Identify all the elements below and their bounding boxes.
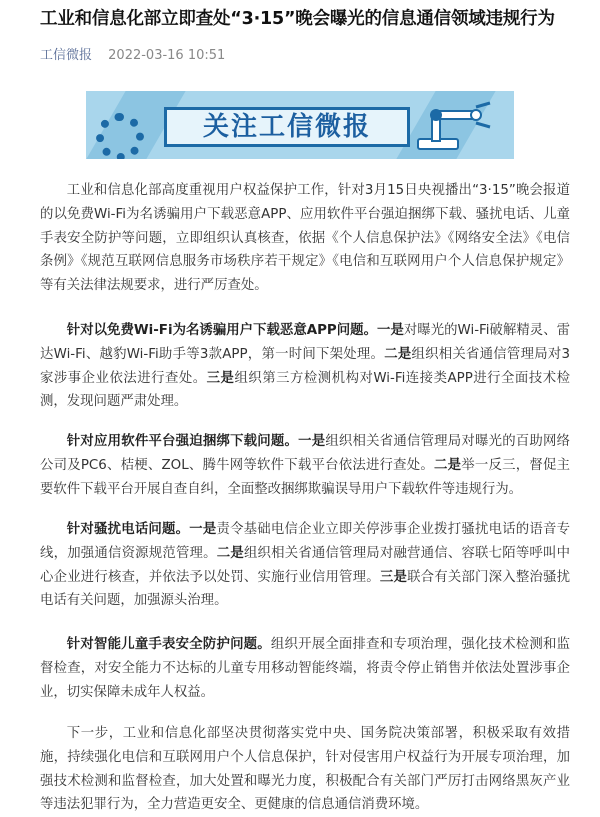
paragraph-text: 对曝光的Wi-Fi破解精灵、雷达Wi-Fi、越豹Wi-Fi助手等3款APP，第一时间下架处理。 [40,323,570,362]
paragraph-text: 下一步，工业和信息化部坚决贯彻落实党中央、国务院决策部署，积极采取有效措施，持续强化电信和互联网用户个人信息保护，针对侵害用户权益行为开展专项治理，加强技术检测和监督检查，加大处置和曝光力度，积极配合有关部门严厉打击网络黑灰产业等违法犯罪行为，全力营造更安全、更健康的信息通信消费环境。 [40,726,570,813]
article-title: 工业和信息化部立即查处“3·15”晚会曝光的信息通信领域违规行为 [40,9,555,29]
article-meta [40,44,225,63]
paragraph-wifi [40,319,570,414]
paragraph-intro [40,179,570,298]
ordinal-1: 一是 [189,522,217,537]
paragraph-text: 组织相关省通信管理局对融营通信、容联七陌等呼叫中心企业进行核查，并依法予以处罚、实施行业信用管理。 [40,545,571,585]
paragraph-text: 联合有关部门深入整治骚扰电话有关问题，加强源头治理。 [40,569,571,609]
paragraph-lead: 针对骚扰电话问题。 [66,522,190,537]
ordinal-3: 三是 [206,370,235,386]
paragraph-text: 组织相关省通信管理局对3家涉事企业依法进行查处。 [40,346,570,386]
paragraph-lead: 针对以免费Wi-Fi为名诱骗用户下载恶意APP问题。 [66,323,378,338]
robot-arm-icon [414,101,498,151]
ordinal-2: 二是 [216,545,244,561]
ordinal-1: 一是 [377,323,404,338]
paragraph-next-steps [40,722,570,817]
ordinal-3: 三是 [379,569,408,585]
ordinal-2: 二是 [384,346,412,362]
publish-date: 2022-03-16 10:51 [108,48,226,63]
paragraph-lead: 针对智能儿童手表安全防护问题。 [66,637,271,652]
gear-icon [96,113,144,159]
banner-text-box [164,107,410,147]
paragraph-text: 工业和信息化部高度重视用户权益保护工作，针对3月15日央视播出“3·15”晚会报道的以免费Wi-Fi为名诱骗用户下载恶意APP、应用软件平台强迫捆绑下载、骚扰电话、儿童手表安全防护等问题，立即组织认真核查，依据《个人信息保护法》《网络安全法》《电信条例》《规范互联网信息服务市场秩序若干规定》《电信和互联网用户个人信息保护规定》等有关法律法规要求，进行严厉查处。 [40,183,570,294]
paragraph-child-watch [40,633,570,704]
paragraph-text: 组织第三方检测机构对Wi-Fi连接类APP进行全面技术检测，发现问题严肃处理。 [40,370,570,410]
follow-banner[interactable] [86,91,514,159]
author-link[interactable]: 工信微报 [40,48,93,63]
paragraph-text: 举一反三，督促主要软件下载平台开展自查自纠，全面整改捆绑欺骗误导用户下载软件等违规行为。 [40,457,571,497]
paragraph-spam-calls [40,518,570,613]
ordinal-1: 一是 [298,434,326,449]
paragraph-text: 组织相关省通信管理局对曝光的百助网络公司及PC6、桔梗、ZOL、腾牛网等软件下载平台依法进行查处。 [40,434,571,473]
paragraph-text: 责令基础电信企业立即关停涉事企业拨打骚扰电话的语音专线，加强通信资源规范管理。 [40,522,571,561]
paragraph-text: 组织开展全面排查和专项治理，强化技术检测和监督检查，对安全能力不达标的儿童专用移动智能终端，将责令停止销售并依法处置涉事企业，切实保障未成年人权益。 [40,637,571,700]
ordinal-2: 二是 [434,457,462,473]
paragraph-lead: 针对应用软件平台强迫捆绑下载问题。 [66,434,299,449]
banner-text: 关注工信微报 [202,112,371,142]
paragraph-bundled-download [40,430,570,501]
